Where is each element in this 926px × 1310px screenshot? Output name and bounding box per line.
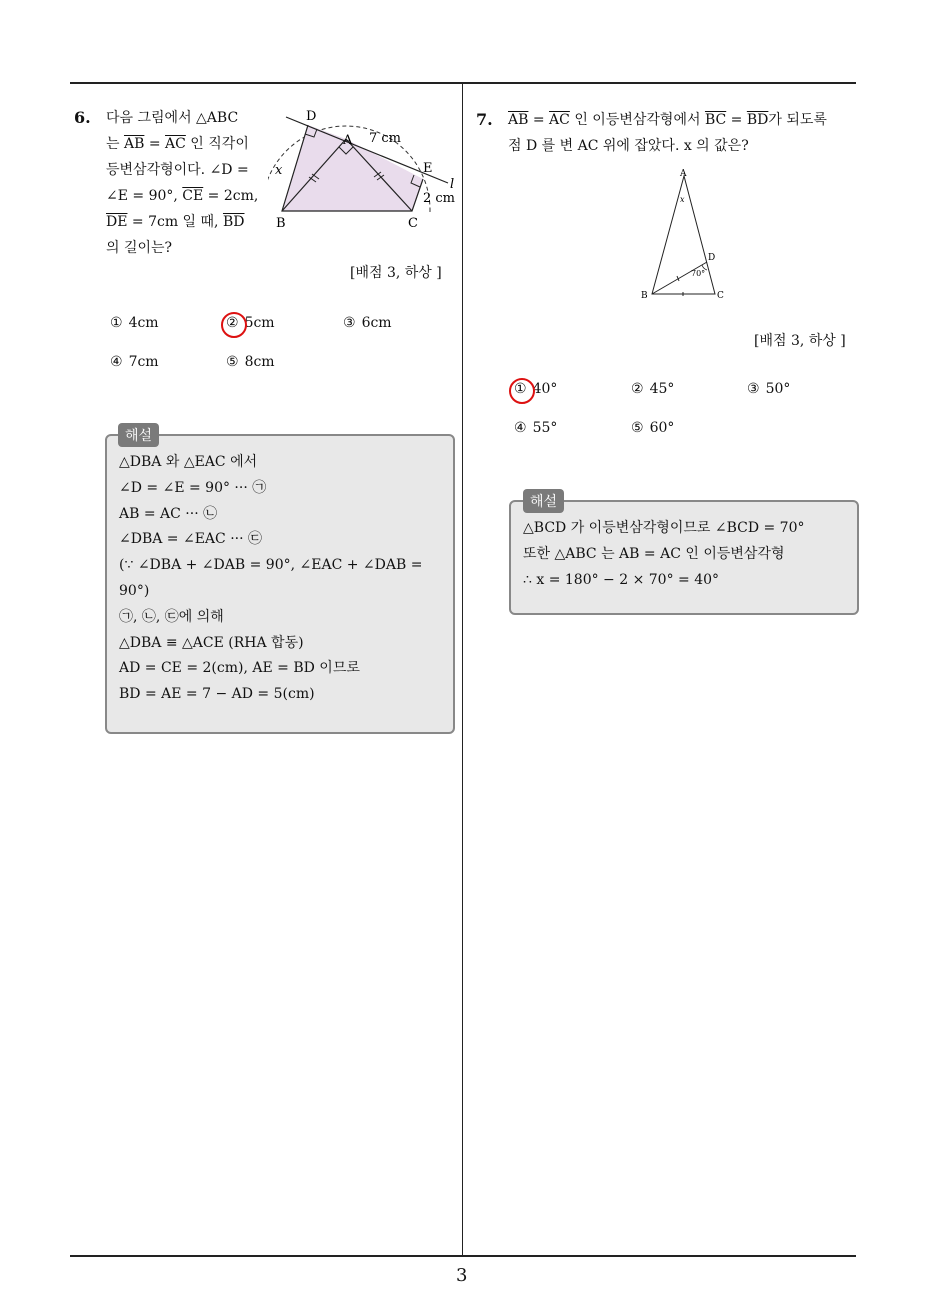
label-B: B [276,216,286,231]
text-line: ∠E = 90°, $\overline{CE} = 2cm$, [106,188,259,204]
page-number: 3 [456,1265,468,1286]
explanation-line: BD = AE = 7 − AD = 5(cm) [119,686,315,703]
choice-2[interactable]: ② 45° [631,381,675,397]
explanation-line: ∠D = ∠E = 90° ··· ㉠ [119,479,267,496]
answer-mark-circle [221,312,247,338]
explanation-tag: 해설 [523,489,564,513]
text-line: $\overline{AB} = \overline{AC}$ 인 이등변삼각형에서 $\overline{BC} = \overline{BD}$가 되도록 [508,112,827,128]
text-line: 다음 그림에서 △ABC [106,110,239,126]
question-number: 7. [476,110,493,129]
choice-5[interactable]: ⑤ 8cm [226,354,275,370]
label-C: C [408,216,418,231]
choice-1[interactable]: ① 40° [514,381,558,397]
label-D: D [306,109,317,124]
explanation-line: ∠DBA = ∠EAC ··· ㉢ [119,531,263,548]
explanation-tag: 해설 [118,423,159,447]
q6-figure [268,108,460,234]
choice-4[interactable]: ④ 7cm [110,354,159,370]
score-meta: [배점 3, 하상 ] [350,265,442,281]
explanation-line: △BCD 가 이등변삼각형이므로 ∠BCD = 70° [523,520,805,536]
triangle-ABC [652,176,715,294]
choice-3[interactable]: ③ 6cm [343,315,392,331]
label-E: E [423,161,433,176]
explanation-line: △DBA ≡ △ACE (RHA 합동) [119,634,304,651]
explanation-line: ㉠, ㉡, ㉢에 의해 [119,608,224,625]
explanation-line: AD = CE = 2(cm), AE = BD 이므로 [119,660,360,677]
label-B: B [641,291,648,301]
choice-1[interactable]: ① 4cm [110,315,159,331]
top-rule [70,82,856,84]
explanation-line: 또한 △ABC 는 AB = AC 인 이등변삼각형 [523,545,785,562]
explanation-line: 90°) [119,582,150,599]
label-C: C [717,291,724,301]
text-line: 등변삼각형이다. ∠D = [106,162,249,178]
text-line: 점 D 를 변 AC 위에 잡았다. x 의 값은? [508,138,749,154]
label-A: A [680,169,687,179]
text-line: $\overline{DE} = 7cm$ 일 때, $\overline{BD}$ [106,214,245,230]
label-D: D [708,253,716,263]
question-text [106,105,266,261]
choice-4[interactable]: ④ 55° [514,420,558,436]
question-number: 6. [74,108,91,127]
explanation-line: (∵ ∠DBA + ∠DAB = 90°, ∠EAC + ∠DAB = [119,557,423,574]
label-x: x [275,163,283,178]
label-A: A [343,133,353,148]
explanation-line: AB = AC ··· ㉡ [119,505,218,522]
question-text [508,107,868,159]
label-2cm: 2 cm [423,191,456,206]
label-70deg: 70° [691,269,706,278]
choice-2[interactable]: ② 5cm [226,315,275,331]
explanation-line: ∴ x = 180° − 2 × 70° = 40° [523,571,720,588]
label-x: x [680,195,685,204]
text-line: 는 $\overline{AB} = \overline{AC}$ 인 직각이 [106,136,249,152]
explanation-line: △DBA 와 △EAC 에서 [119,454,258,470]
segment-BD [652,262,707,294]
bottom-rule [70,1255,856,1257]
explanation-box [509,500,859,615]
column-divider [462,84,463,1256]
choice-5[interactable]: ⑤ 60° [631,420,675,436]
explanation-box [105,434,455,734]
label-7cm: 7 cm [369,131,402,146]
text-line: 의 길이는? [106,240,173,256]
choice-3[interactable]: ③ 50° [747,381,791,397]
q7-figure [636,166,736,306]
label-l: l [450,177,455,192]
score-meta: [배점 3, 하상 ] [754,333,846,349]
answer-mark-circle [509,378,535,404]
